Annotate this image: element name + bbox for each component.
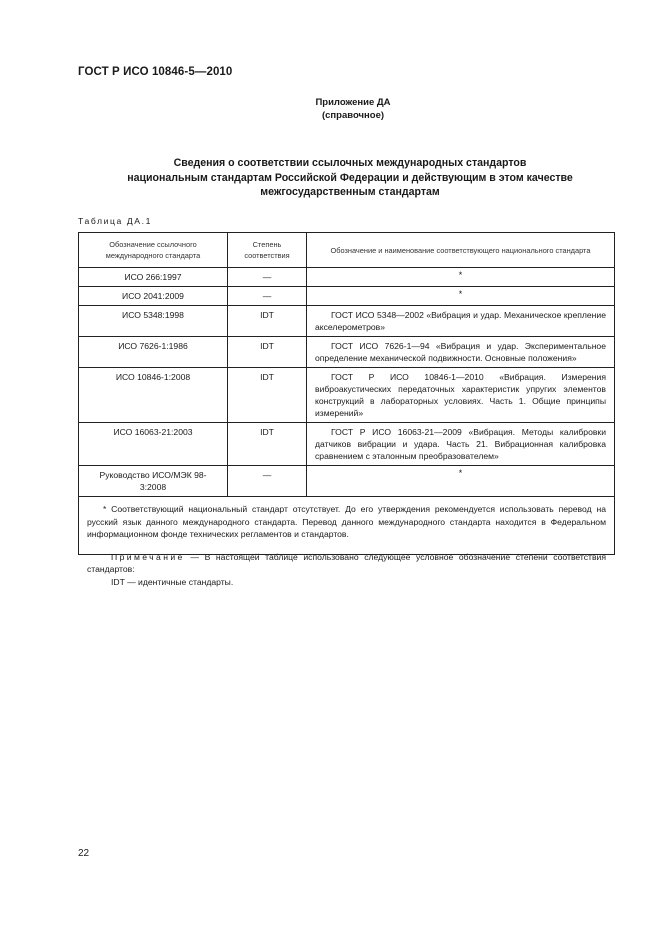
section-title-line: Сведения о соответствии ссылочных международных стандартов [173, 157, 527, 169]
note-text: — В настоящей таблице использовано следующее условное обозначение степени соответствия стандартов: [87, 551, 607, 574]
cell-national [307, 423, 615, 466]
table-row [79, 306, 614, 337]
annex-note: (справочное) [321, 110, 385, 121]
annex-title: Приложение ДА [315, 97, 391, 108]
cell-degree: IDT [228, 337, 307, 368]
table-row [79, 287, 614, 306]
table-caption: Таблица ДА.1 [78, 216, 153, 226]
cell-degree: — [228, 287, 307, 306]
page-number: 22 [78, 848, 90, 859]
section-title [80, 156, 620, 200]
document-code: ГОСТ Р ИСО 10846-5—2010 [78, 66, 233, 78]
national-standard-text: ГОСТ Р ИСО 16063-21—2009 «Вибрация. Методы калибровки датчиков вибрации и удара. Часть 21. Вибрационная калибровка сравнением с эталонным преобразователем» [315, 427, 606, 461]
cell-national [307, 466, 615, 497]
section-title-line: национальным стандартам Российской Федерации и действующим в этом качестве [127, 171, 573, 184]
cell-ref: ИСО 2041:2009 [79, 287, 228, 306]
idt-definition: IDT — идентичные стандарты. [111, 576, 234, 587]
cell-ref: Руководство ИСО/МЭК 98-3:2008 [79, 466, 228, 497]
national-standard-text: ГОСТ Р ИСО 10846-1—2010 «Вибрация. Измерения виброакустических передаточных характеристик упругих элементов конструкций в лабораторных условиях. Часть 1. Общие принципы измерений» [315, 372, 606, 418]
footnote-mark: * [458, 270, 463, 280]
table-footnote: * Соответствующий национальный стандарт отсутствует. До его утверждения рекомендуется использовать перевод на русский язык данного международного стандарта. Перевод данного международного стандарта находится в Федеральном информационном фонде технических регламентов и стандартов. [87, 504, 606, 539]
cell-ref: ИСО 7626-1:1986 [79, 337, 228, 368]
cell-national [307, 368, 615, 423]
footnote-mark: * [458, 289, 463, 299]
section-title-line: межгосударственным стандартам [260, 186, 440, 198]
table-note [87, 551, 606, 576]
table-notes [79, 497, 614, 588]
header-national-standard: Обозначение и наименование соответствующего национального стандарта [307, 233, 615, 268]
cell-national [307, 287, 615, 306]
note-label: Примечание [111, 551, 185, 562]
footnote-mark: * [458, 468, 463, 478]
table-header-row [79, 233, 614, 268]
national-standard-text: ГОСТ ИСО 7626-1—94 «Вибрация и удар. Экспериментальное определение механической подвижности. Основные положения» [315, 341, 606, 363]
cell-ref: ИСО 266:1997 [79, 268, 228, 287]
annex-heading [0, 96, 661, 122]
header-degree: Степень соответствия [228, 233, 307, 268]
cell-national [307, 268, 615, 287]
national-standard-text: ГОСТ ИСО 5348—2002 «Вибрация и удар. Механическое крепление акселерометров» [315, 310, 606, 332]
cell-degree: — [228, 466, 307, 497]
table-row [79, 268, 614, 287]
cell-ref: ИСО 16063-21:2003 [79, 423, 228, 466]
cell-degree: — [228, 268, 307, 287]
table-row [79, 466, 614, 497]
cell-national [307, 306, 615, 337]
cell-degree: IDT [228, 368, 307, 423]
cell-ref: ИСО 10846-1:2008 [79, 368, 228, 423]
cell-ref: ИСО 5348:1998 [79, 306, 228, 337]
cell-degree: IDT [228, 423, 307, 466]
header-international-standard: Обозначение ссылочного международного стандарта [79, 233, 228, 268]
correspondence-table [78, 232, 615, 587]
cell-degree: IDT [228, 306, 307, 337]
table-row [79, 337, 614, 368]
table-row [79, 368, 614, 423]
cell-national [307, 337, 615, 368]
table-row [79, 423, 614, 466]
